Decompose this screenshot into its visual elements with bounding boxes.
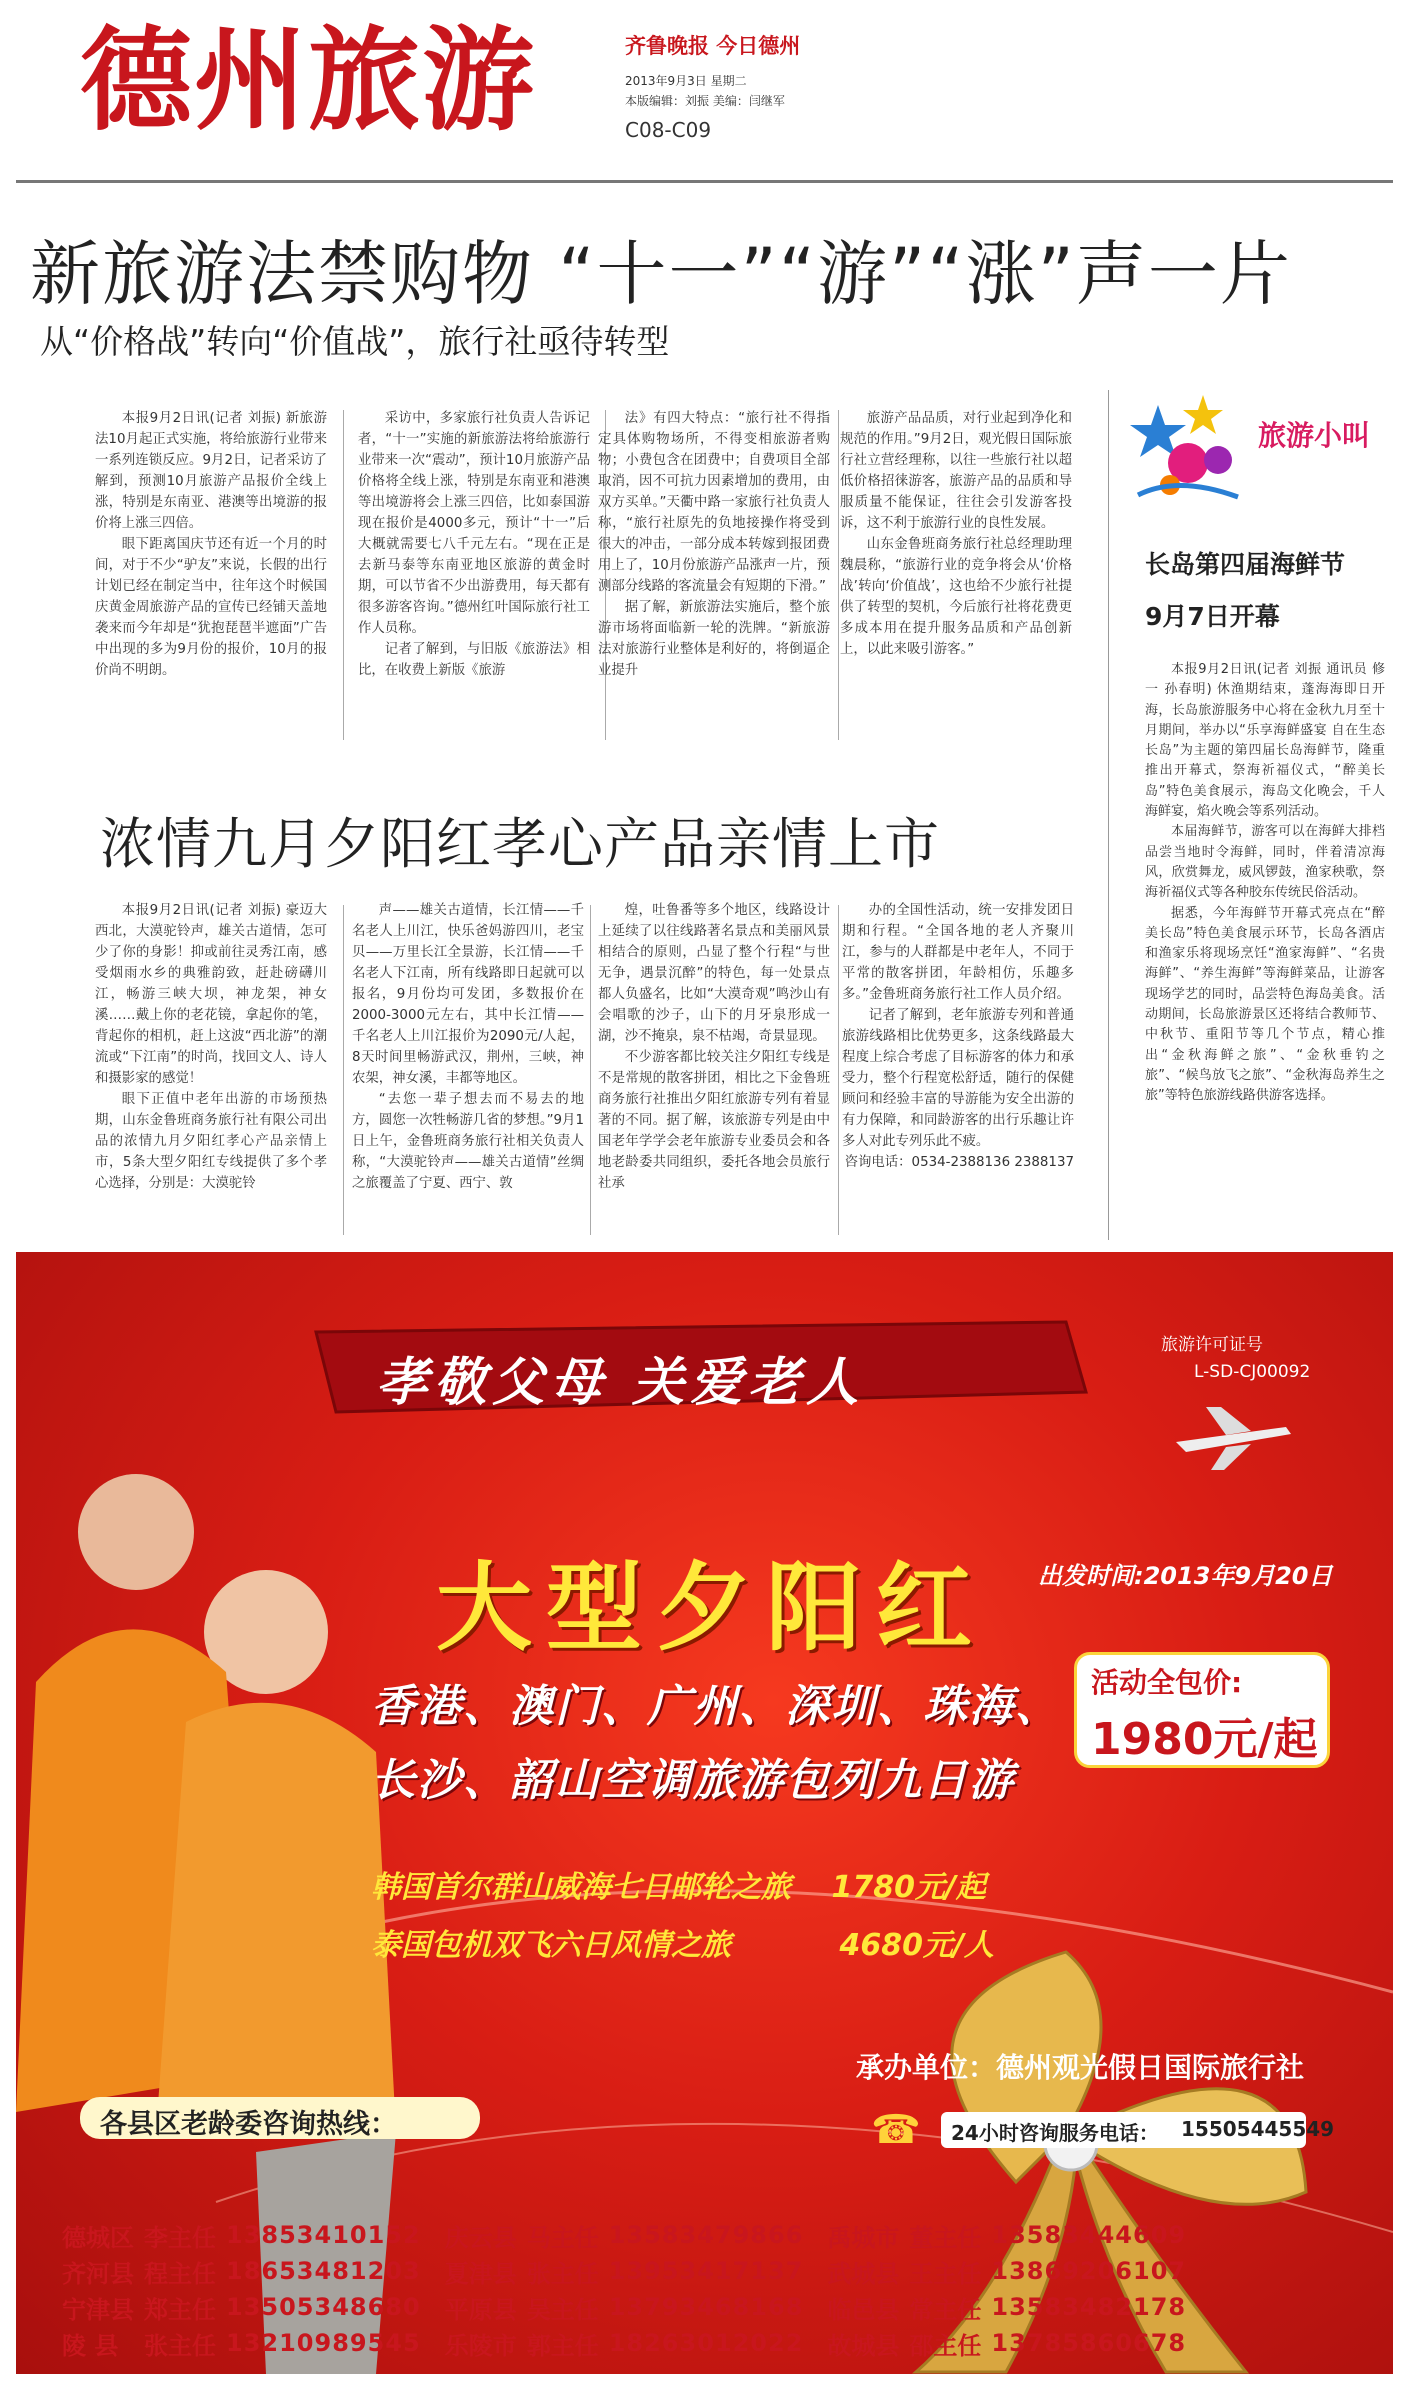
main-route-line-2: 长沙、韶山空调旅游包列九日游 xyxy=(371,1755,1015,1806)
license-number: L-SD-CJ00092 xyxy=(1194,1362,1311,1382)
area: 禹城市 xyxy=(827,2223,900,2252)
second-headline: 浓情九月夕阳红孝心产品亲情上市 xyxy=(100,812,941,876)
organizer: 承办单位：德州观光假日国际旅行社 xyxy=(856,2051,1305,2084)
phone: 13869206107 xyxy=(991,2257,1187,2285)
hotline-number: 15505445549 xyxy=(1181,2117,1335,2141)
phone: 13583482178 xyxy=(991,2293,1187,2321)
main-route-line-1: 香港、澳门、广州、深圳、珠海、 xyxy=(371,1681,1061,1732)
phone: 13583479866 xyxy=(608,2221,804,2249)
table-row xyxy=(62,2217,1210,2253)
column-divider xyxy=(838,905,839,1235)
sidebar-title: 长岛第四届海鲜节 xyxy=(1145,550,1346,579)
paragraph: 眼下正值中老年出游的市场预热期，山东金鲁班商务旅行社有限公司出品的浓情九月夕阳红孝心产品亲情上市，5条大型夕阳红专线提供了多个孝心选择，分别是：大漠驼铃 xyxy=(95,1092,327,1191)
column-divider xyxy=(343,905,344,1235)
paragraph: 记者了解到，老年旅游专列和普通旅游线路相比优势更多，这条线路最大程度上综合考虑了目标游客的体力和承受力，整个行程宽松舒适，随行的保健顾问和经验丰富的导游能为安全出游的有力保障，和同龄游客的出行乐趣让许多人对此专列乐此不疲。 xyxy=(842,1008,1074,1149)
committee-label: 各县区老龄委咨询热线： xyxy=(100,2109,397,2140)
paragraph: 本报9月2日讯(记者 刘振) 新旅游法10月起正式实施，将给旅游行业带来一系列连锁反应。9月2日，记者采访了解到，预测10月旅游产品报价全线上涨，特别是东南亚、港澳等出境游的报价将上涨三四倍。 xyxy=(95,411,327,531)
area: 临邑县 xyxy=(827,2295,900,2324)
hotline-box xyxy=(941,2112,1335,2148)
table-row xyxy=(62,2253,1210,2289)
paragraph: 眼下距离国庆节还有近一个月的时间，对于不少“驴友”来说，长假的出行计划已经在制定当中，往年这个时候国庆黄金周旅游产品的宣传已经铺天盖地袭来而今年却是“犹抱琵琶半遮面”广告中出现的多为9月份的报价，10月的报价尚不明朗。 xyxy=(95,537,327,678)
phone: 13853410152 xyxy=(226,2221,421,2249)
person: 吴主任 xyxy=(526,2295,599,2324)
person: 张主任 xyxy=(526,2259,599,2288)
person: 马主任 xyxy=(526,2223,599,2252)
contact-phone: 咨询电话：0534-2388136 2388137 xyxy=(844,1155,1074,1170)
price-box xyxy=(1074,1652,1330,1768)
committee-label-box xyxy=(80,2097,480,2139)
area: 宁津县 xyxy=(62,2295,134,2324)
lead-column-2 xyxy=(358,408,590,681)
column-divider xyxy=(838,410,839,740)
sub-route-name: 泰国包机双飞六日风情之旅 xyxy=(371,1928,731,1963)
travel-advertisement xyxy=(16,1252,1393,2374)
license-label: 旅游许可证号 xyxy=(1161,1335,1263,1355)
lead-headline: 新旅游法禁购物 “十一”“游”“涨”声一片 xyxy=(30,233,1292,315)
phone: 13793468168 xyxy=(608,2293,804,2321)
paragraph: 本报9月2日讯(记者 刘振) 豪迈大西北，大漠驼铃声，雄关古道情，怎可少了你的身影！抑或前往灵秀江南，感受烟雨水乡的典雅韵致，赶赴磅礴川江，畅游三峡大坝，神龙架，神女溪……戴上你的老花镜，拿起你的笔，背起你的相机，赶上这波“西北游”的潮流或“下江南”的时尚，找回文人、诗人和摄影家的感觉！ xyxy=(95,903,327,1086)
editors-line: 本版编辑：刘振 美编：闫继军 xyxy=(625,94,785,108)
area: 齐河县 xyxy=(62,2259,134,2288)
lead-column-1 xyxy=(95,408,327,681)
paragraph: 法》有四大特点：“旅行社不得指定具体购物场所，不得变相旅游者购物；小费包含在团费中；自费项目全部取消，因不可抗力因素增加的费用，由双方买单。”天衢中路一家旅行社负责人称，“旅行社原先的负地接操作将受到很大的冲击，一部分成本转嫁到报团费用上了，10月份旅游产品涨声一片，预测部分线路的客流量会有短期的下滑。” xyxy=(598,411,830,594)
contacts-table xyxy=(62,2217,1210,2361)
column-divider xyxy=(343,410,344,740)
telephone-icon: ☎ xyxy=(871,2107,921,2153)
person: 李主任 xyxy=(144,2223,216,2252)
area: 平原县 xyxy=(444,2295,517,2324)
lead-subhead: 从“价格战”转向“价值战”，旅行社亟待转型 xyxy=(40,322,670,361)
paragraph: 据了解，新旅游法实施后，整个旅游市场将面临新一轮的洗牌。“新旅游法对旅游行业整体是利好的，将倒逼企业提升 xyxy=(598,600,830,678)
paragraph: 本报9月2日讯(记者 刘振 通讯员 修一 孙春明) 休渔期结束，蓬海海即日开海，长岛旅游服务中心将在金秋九月至十月期间，举办以“乐享海鲜盛宴 自在生态长岛”为主题的第四届长岛海鲜节，隆重推出开幕式，祭海祈福仪式，“醉美长岛”特色美食展示，海岛文化晚会，千人海鲜宴，焰火晚会等系列活动。 xyxy=(1145,662,1385,820)
person: 郑主任 xyxy=(144,2295,216,2324)
ad-title: 大型夕阳红 xyxy=(436,1551,986,1664)
sidebar-body xyxy=(1145,660,1385,1107)
paragraph: 据悉，今年海鲜节开幕式亮点在“醉美长岛”特色美食展示环节，长岛各酒店和渔家乐将现场烹饪“渔家海鲜”、“名贵海鲜”、“养生海鲜”等海鲜菜品，让游客现场学艺的同时，品尝特色海岛美食。活动期间，长岛旅游景区还将结合教师节、中秋节、重阳节等几个节点，精心推出“金秋海鲜之旅”、“金秋垂钓之旅”、“候鸟放飞之旅”、“金秋海岛养生之旅”等特色旅游线路供游客选择。 xyxy=(1145,905,1385,1104)
person: 王主任 xyxy=(909,2259,982,2288)
sidebar-subtitle: 9月7日开幕 xyxy=(1145,602,1280,631)
sub-route-price: 4680元/人 xyxy=(839,1928,994,1963)
phone: 13210989545 xyxy=(226,2329,421,2357)
area: 夏津县 xyxy=(444,2259,517,2288)
phone: 13785860678 xyxy=(991,2329,1187,2357)
phone: 13583444609 xyxy=(991,2221,1187,2249)
paragraph: 记者了解到，与旧版《旅游法》相比，在收费上新版《旅游 xyxy=(358,642,590,678)
second-column-3 xyxy=(598,900,830,1194)
person: 常主任 xyxy=(909,2295,982,2324)
lead-column-4 xyxy=(840,408,1072,660)
newspaper-name: 齐鲁晚报 今日德州 xyxy=(625,33,801,58)
person: 张主任 xyxy=(144,2331,216,2360)
table-row xyxy=(62,2325,1210,2361)
phone: 13953417137 xyxy=(608,2257,804,2285)
paragraph: 旅游产品品质，对行业起到净化和规范的作用。”9月2日，观光假日国际旅行社立营经理称，以往一些旅行社以超低价格招徕游客，旅游产品的品质和导服质量不能保证，往往会引发游客投诉，这不利于旅游行业的良性发展。 xyxy=(840,411,1072,531)
area: 德城区 xyxy=(62,2223,134,2252)
sub-route-1 xyxy=(371,1862,986,1906)
area: 乐陵市 xyxy=(444,2331,517,2360)
departure-date: 出发时间:2013年9月20日 xyxy=(1038,1562,1333,1590)
lead-column-3 xyxy=(598,408,830,681)
sidebar-logo xyxy=(1118,385,1390,515)
paragraph: 声——雄关古道情，长江情——千名老人上川江，快乐爸妈游四川，老宝贝——万里长江全景游，长江情——千名老人下江南，所有线路即日起就可以报名，9月份均可发团，多数报价在2000-3000元左右，其中长江情——千名老人上川江报价为2090元/人起，8天时间里畅游武汉，荆州，三峡，神农架，神女溪，丰都等地区。 xyxy=(352,903,584,1086)
hotline-label: 24小时咨询服务电话： xyxy=(951,2121,1159,2145)
second-column-2 xyxy=(352,900,584,1194)
column-divider xyxy=(590,905,591,1235)
phone: 18653481203 xyxy=(226,2257,421,2285)
second-column-1 xyxy=(95,900,327,1194)
paragraph: 采访中，多家旅行社负责人告诉记者，“十一”实施的新旅游法将给旅游行业带来一次“震动”，预计10月旅游产品价格将全线上涨，特别是东南亚和港澳等出境游将会上涨三四倍，比如泰国游现在报价是4000多元，预计“十一”后大概就需要七八千元左右。“现在正是去新马泰等东南亚地区旅游的黄金时期，可以节省不少出游费用，每天都有很多游客咨询。”德州红叶国际旅行社工作人员称。 xyxy=(358,411,590,636)
phone: 13505348680 xyxy=(226,2293,421,2321)
phone: 18263012022 xyxy=(608,2329,804,2357)
ad-banner-text: 孝敬父母 关爱老人 xyxy=(376,1352,865,1413)
person: 郭主任 xyxy=(526,2331,599,2360)
table-row xyxy=(62,2289,1210,2325)
sub-route-name: 韩国首尔群山威海七日邮轮之旅 xyxy=(371,1870,791,1905)
person: 程主任 xyxy=(144,2259,216,2288)
paragraph: 办的全国性活动，统一安排发团日期和行程。“全国各地的老人齐聚川江，参与的人群都是中老年人，不同于平常的散客拼团，年龄相仿，乐趣多多。”金鲁班商务旅行社工作人员介绍。 xyxy=(842,903,1074,1002)
issue-date: 2013年9月3日 星期二 xyxy=(625,74,747,88)
package-price: 1980元/起 xyxy=(1091,1714,1318,1765)
area: 庆云县 xyxy=(444,2223,517,2252)
sub-route-2 xyxy=(371,1920,994,1964)
package-label: 活动全包价: xyxy=(1091,1666,1243,1699)
paragraph: “去您一辈子想去而不易去的地方，圆您一次牲畅游几省的梦想。”9月1日上午，金鲁班商务旅行社相关负责人称，“大漠驼铃声——雄关古道情”丝绸之旅覆盖了宁夏、西宁、敦 xyxy=(352,1092,584,1191)
airplane-icon xyxy=(1166,1402,1296,1472)
paragraph: 山东金鲁班商务旅行社总经理助理魏晨称，“旅游行业的竞争将会从‘价格战’转向‘价值战’，这也给不少旅行社提供了转型的契机，今后旅行社将花费更多成本用在提升服务品质和产品创新上，以此来吸引游客。” xyxy=(840,537,1072,657)
sub-route-price: 1780元/起 xyxy=(831,1870,986,1905)
page-numbers: C08-C09 xyxy=(625,118,712,142)
masthead-divider xyxy=(16,180,1393,183)
person: 董主任 xyxy=(909,2223,982,2252)
sidebar-logo-text: 旅游小叫 xyxy=(1258,419,1371,452)
area: 武城县 xyxy=(827,2259,900,2288)
sidebar-divider xyxy=(1108,390,1109,1240)
person: 邵主任 xyxy=(909,2331,982,2360)
area: 故城县 xyxy=(827,2331,900,2360)
paragraph: 本届海鲜节，游客可以在海鲜大排档品尝当地时令海鲜，同时，伴着清凉海风，欣赏舞龙，威风锣鼓，渔家秧歌，祭海祈福仪式等各种胶东传统民俗活动。 xyxy=(1145,824,1385,901)
paragraph: 不少游客都比较关注夕阳红专线是不是常规的散客拼团，相比之下金鲁班商务旅行社推出夕阳红旅游专列有着显著的不同。据了解，该旅游专列是由中国老年学学会老年旅游专业委员会和各地老龄委共同组织，委托各地会员旅行社承 xyxy=(598,1050,830,1191)
area: 陵 县 xyxy=(62,2331,119,2360)
section-title: 德州旅游 xyxy=(80,15,536,146)
second-column-4 xyxy=(842,900,1074,1173)
paragraph: 煌，吐鲁番等多个地区，线路设计上延续了以往线路著名景点和美丽风景相结合的原则，凸显了整个行程“与世无争，遇景沉醉”的特色，每一处景点都人负盛名，比如“大漠奇观”鸣沙山有会唱歌的沙子，山下的月牙泉形成一湖，沙不掩泉，泉不枯竭，奇景显现。 xyxy=(598,903,830,1044)
